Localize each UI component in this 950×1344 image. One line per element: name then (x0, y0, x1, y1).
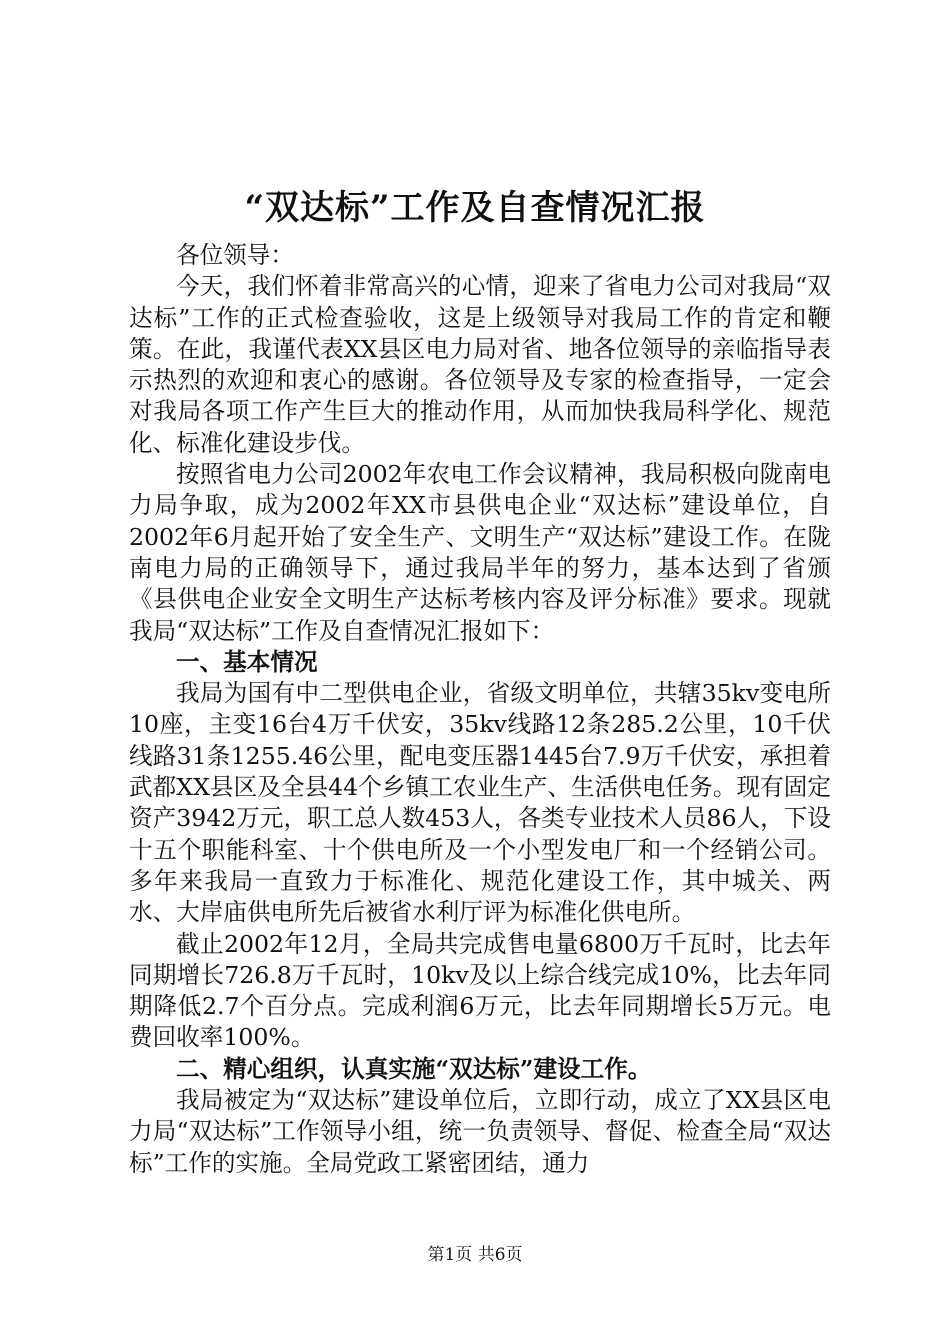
page-number-footer: 第1页 共6页 (427, 1245, 523, 1265)
document-title: “双达标”工作及自查情况汇报 (244, 188, 706, 228)
paragraph-statistics: 截止2002年12月，全局共完成售电量6800万千瓦时，比去年同期增长726.8万千瓦时，10kv及以上综合线完成10%，比去年同期降低2.7个百分点。完成利润6万元，比去年同期增长5万元。电费回收率100%。 (129, 929, 831, 1052)
paragraph-background: 按照省电力公司2002年农电工作会议精神，我局积极向陇南电力局争取，成为2002年XX市县供电企业“双达标”建设单位，自2002年6月起开始了安全生产、文明生产“双达标”建设工作。在陇南电力局的正确领导下，通过我局半年的努力，基本达到了省颁《县供电企业安全文明生产达标考核内容及评分标准》要求。现就我局“双达标”工作及自查情况汇报如下： (129, 460, 831, 645)
paragraph-organization: 我局被定为“双达标”建设单位后，立即行动，成立了XX县区电力局“双达标”工作领导小组，统一负责领导、督促、检查全局“双达标”工作的实施。全局党政工紧密团结，通力 (129, 1086, 831, 1177)
section-heading-organization: 二、精心组织，认真实施“双达标”建设工作。 (176, 1054, 652, 1083)
section-heading-basic-situation: 一、基本情况 (176, 647, 318, 676)
document-body (129, 240, 831, 1179)
salutation: 各位领导： (176, 241, 294, 269)
paragraph-opening: 今天，我们怀着非常高兴的心情，迎来了省电力公司对我局“双达标”工作的正式检查验收，这是上级领导对我局工作的肯定和鞭策。在此，我谨代表XX县区电力局对省、地各位领导的亲临指导表示热烈的欢迎和衷心的感谢。各位领导及专家的检查指导，一定会对我局各项工作产生巨大的推动作用，从而加快我局科学化、规范化、标准化建设步伐。 (129, 272, 831, 457)
paragraph-basic-situation: 我局为国有中二型供电企业，省级文明单位，共辖35kv变电所10座，主变16台4万千伏安，35kv线路12条285.2公里，10千伏线路31条1255.46公里，配电变压器1445台7.9万千伏安，承担着武都XX县区及全县44个乡镇工农业生产、生活供电任务。现有固定资产3942万元，职工总人数453人，各类专业技术人员86人，下设十五个职能科室、十个供电所及一个小型发电厂和一个经销公司。多年来我局一直致力于标准化、规范化建设工作，其中城关、两水、大岸庙供电所先后被省水利厅评为标准化供电所。 (129, 679, 831, 927)
